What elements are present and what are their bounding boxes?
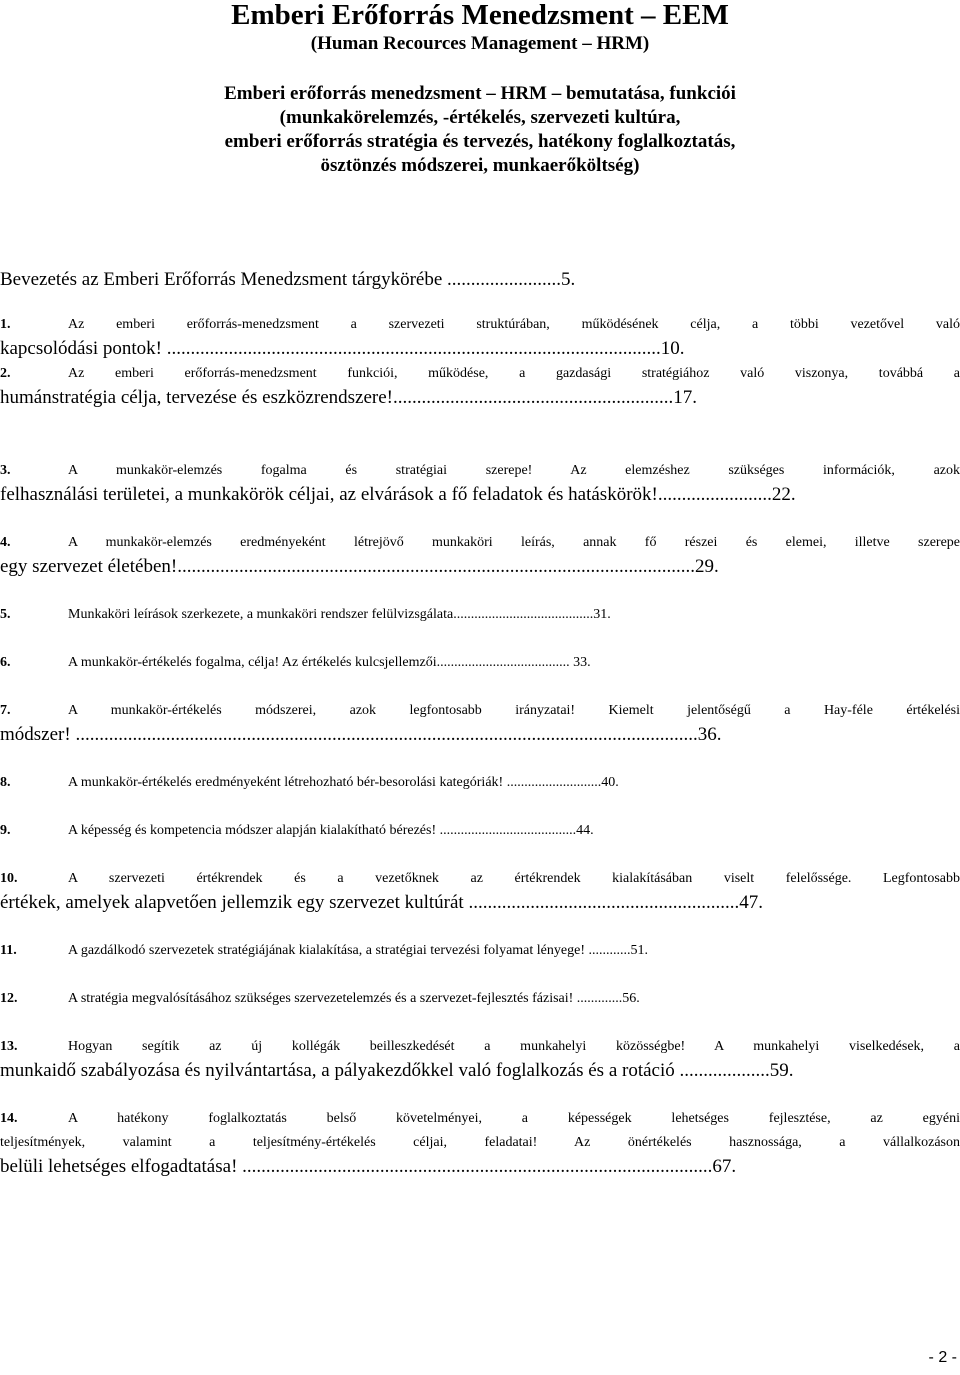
toc-entry-number: 10. xyxy=(0,871,18,886)
description-line: (munkakörelemzés, -értékelés, szervezeti kultúra, xyxy=(279,107,681,128)
toc-entry-text: A munkakör-elemzés eredményeként létrejövő munkaköri leírás, annak fő részei és elemei, illetve szerepe xyxy=(68,535,960,550)
toc-intro-entry[interactable]: Bevezetés az Emberi Erőforrás Menedzsment tárgykörébe ........................5. xyxy=(0,269,576,290)
toc-entry[interactable] xyxy=(0,819,960,843)
toc-entry[interactable] xyxy=(0,313,960,361)
toc-entry-text: Az emberi erőforrás-menedzsment funkciói, működése, a gazdasági stratégiához való viszonya, továbbá a xyxy=(68,366,960,381)
toc-entry-number: 8. xyxy=(0,775,11,790)
toc-entry[interactable] xyxy=(0,699,960,747)
toc-entry-line xyxy=(0,939,960,963)
toc-entry[interactable] xyxy=(0,939,960,963)
toc-entry-number: 14. xyxy=(0,1111,18,1126)
toc-entry-number: 5. xyxy=(0,607,11,622)
document-subtitle: (Human Recources Management – HRM) xyxy=(310,33,650,54)
toc-entry-continuation: humánstratégia célja, tervezése és eszközrendszere!...........................................................17. xyxy=(0,387,697,408)
toc-entry-number: 1. xyxy=(0,317,11,332)
toc-entry-continuation: módszer! ...................................................................................................................................36. xyxy=(0,724,722,745)
description-line: ösztönzés módszerei, munkaerőköltség) xyxy=(320,155,640,176)
toc-entry-text: A munkakör-értékelés módszerei, azok legfontosabb irányzatai! Kiemelt jelentőségű a Hay-féle értékelési xyxy=(68,703,960,718)
title-block xyxy=(0,0,960,178)
toc-entry-line xyxy=(0,1035,960,1059)
toc-entry-number: 11. xyxy=(0,943,17,958)
toc-entry[interactable] xyxy=(0,459,960,507)
toc-entry[interactable] xyxy=(0,651,960,675)
toc-entry-text: A munkakör-értékelés fogalma, célja! Az értékelés kulcsjellemzői...................................... 33. xyxy=(68,655,591,670)
toc-entry-number: 7. xyxy=(0,703,11,718)
description-line: Emberi erőforrás menedzsment – HRM – bemutatása, funkciói xyxy=(224,83,736,104)
toc-entry-text: A hatékony foglalkoztatás belső követelményei, a képességek lehetséges fejlesztése, az egyéni xyxy=(68,1111,960,1126)
toc-entry-continuation: egy szervezet életében!.............................................................................................................29. xyxy=(0,556,719,577)
toc-entry-text: A stratégia megvalósításához szükséges szervezetelemzés és a szervezet-fejlesztés fázisai! .............56. xyxy=(68,991,640,1006)
toc-entry-number: 13. xyxy=(0,1039,18,1054)
toc-entry-number: 12. xyxy=(0,991,18,1006)
toc-entry[interactable] xyxy=(0,987,960,1011)
toc-entry-text: A munkakör-értékelés eredményeként létrehozható bér-besorolási kategóriák! ...........................40. xyxy=(68,775,619,790)
toc-entry[interactable] xyxy=(0,362,960,410)
toc-entry-line xyxy=(0,987,960,1011)
toc-entry-text: A szervezeti értékrendek és a vezetőknek az értékrendek kialakításában viselt felelőssége. Legfontosabb xyxy=(68,871,960,886)
toc-entry-text: Munkaköri leírások szerkezete, a munkaköri rendszer felülvizsgálata........................................31. xyxy=(68,607,611,622)
toc-entry-number: 2. xyxy=(0,366,11,381)
toc-entry-number: 4. xyxy=(0,535,11,550)
page-number: - 2 - xyxy=(928,1349,957,1366)
toc-entry-number: 6. xyxy=(0,655,11,670)
toc-entry-line xyxy=(0,651,960,675)
toc-entry[interactable] xyxy=(0,1107,960,1179)
toc-entry-line xyxy=(0,771,960,795)
toc-entry-line xyxy=(0,531,960,555)
toc-entry-number: 3. xyxy=(0,463,11,478)
toc-entry-line xyxy=(0,1107,960,1131)
toc-entry-text: Hogyan segítik az új kollégák beilleszkedését a munkahelyi közösségbe! A munkahelyi viselkedések, a xyxy=(68,1039,960,1054)
toc-entry[interactable] xyxy=(0,771,960,795)
toc-entry-continuation: felhasználási területei, a munkakörök céljai, az elvárások a fő feladatok és hatáskörök!........................22. xyxy=(0,484,796,505)
toc-entry-number: 9. xyxy=(0,823,11,838)
toc-entry-continuation: belüli lehetséges elfogadtatása! ...................................................................................................67. xyxy=(0,1156,737,1177)
toc-entry[interactable] xyxy=(0,603,960,627)
toc-entry-continuation: értékek, amelyek alapvetően jellemzik egy szervezet kultúrát .........................................................47. xyxy=(0,892,763,913)
toc-entry-line xyxy=(0,362,960,386)
toc-entry-text: A gazdálkodó szervezetek stratégiájának kialakítása, a stratégiai tervezési folyamat lényege! ............51. xyxy=(68,943,648,958)
toc-entry-line xyxy=(0,699,960,723)
toc-entry-continuation: munkaidő szabályozása és nyilvántartása, a pályakezdőkkel való foglalkozás és a rotáció ...................59. xyxy=(0,1060,794,1081)
toc-entry-text: A képesség és kompetencia módszer alapján kialakítható bérezés! .......................................44. xyxy=(68,823,594,838)
toc-entry-line xyxy=(0,867,960,891)
toc-entry[interactable] xyxy=(0,531,960,579)
document-title: Emberi Erőforrás Menedzsment – EEM xyxy=(231,0,729,31)
toc-entry-line xyxy=(0,313,960,337)
toc-entry-line xyxy=(0,603,960,627)
description-line: emberi erőforrás stratégia és tervezés, hatékony foglalkoztatás, xyxy=(224,131,736,152)
toc-entry-line xyxy=(0,459,960,483)
toc-entry[interactable] xyxy=(0,1035,960,1083)
document-description xyxy=(0,82,960,178)
toc-entry-continuation: teljesítmények, valamint a teljesítmény-értékelés céljai, feladatai! Az önértékelés hasznossága, a vállalkozáson xyxy=(0,1135,960,1150)
toc-entry-line xyxy=(0,819,960,843)
toc-entry-text: Az emberi erőforrás-menedzsment a szervezeti struktúrában, működésének célja, a többi vezetővel való xyxy=(68,317,960,332)
toc-entry[interactable] xyxy=(0,867,960,915)
toc-entry-text: A munkakör-elemzés fogalma és stratégiai szerepe! Az elemzéshez szükséges információk, azok xyxy=(68,463,960,478)
toc-entry-continuation: kapcsolódási pontok! ........................................................................................................10. xyxy=(0,338,685,359)
